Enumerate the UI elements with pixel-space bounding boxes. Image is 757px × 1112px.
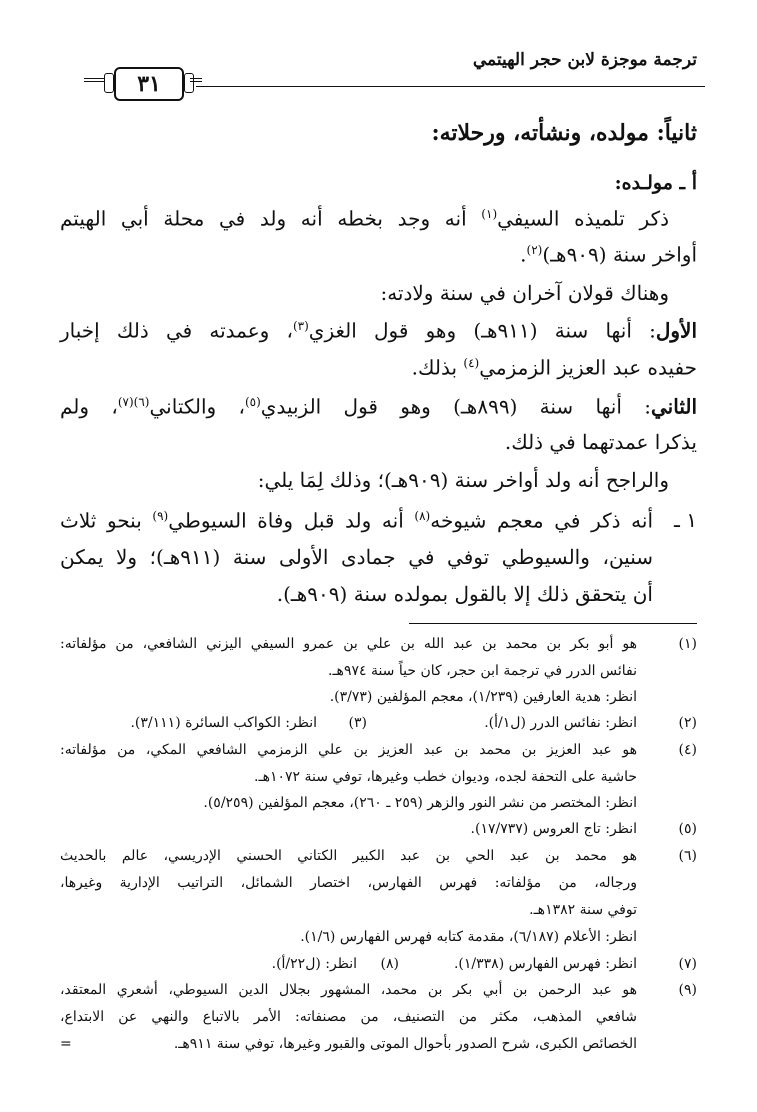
paragraph-3-line-1: الأول: أنها سنة (٩١١هـ) وهو قول الغزي$^{(٣)}$، وعمدته في ذلك إخبار — [60, 318, 697, 343]
running-title: ترجمة موجزة لابن حجر الهيتمي — [472, 50, 697, 70]
section-heading: ثانياً: مولده، ونشأته، ورحلاته: — [431, 120, 697, 146]
paragraph-2: وهناك قولان آخران في سنة ولادته: — [380, 281, 669, 305]
paragraph-1-line-1: ذكر تلميذه السيفي$^{(١)}$ أنه وجد بخطه أنه ولد في محلة أبي الهيتم — [60, 206, 669, 231]
paragraph-5: والراجح أنه ولد أواخر سنة (٩٠٩هـ)؛ وذلك لِمَا يلي: — [257, 468, 669, 492]
page-number: ٣١ — [137, 71, 161, 97]
list-item-1-number: ١ ـ — [674, 508, 697, 532]
list-item-1-line-3: أن يتحقق ذلك إلا بالقول بمولده سنة (٩٠٩هـ). — [276, 582, 653, 606]
header-ornament-left — [84, 78, 104, 82]
paragraph-3-line-2: حفيده عبد العزيز الزمزمي$^{(٤)}$ بذلك. — [411, 355, 697, 380]
continuation-mark: = — [60, 1036, 72, 1052]
subsection-heading: أ ـ مولـده: — [614, 172, 697, 194]
paragraph-4-line-2: يذكرا عمدتهما في ذلك. — [504, 430, 697, 454]
page-number-box — [114, 67, 184, 101]
list-item-1-line-2: سنين، والسيوطي توفي في جمادى الأولى سنة (٩١١هـ)؛ ولا يمكن — [60, 545, 653, 569]
list-item-1-line-1: أنه ذكر في معجم شيوخه$^{(٨)}$ أنه ولد قبل وفاة السيوطي$^{(٩)}$ بنحو ثلاث — [60, 508, 654, 533]
paragraph-1-line-2: أواخر سنة (٩٠٩هـ)$^{(٢)}$. — [520, 242, 697, 267]
footnote-separator — [409, 623, 697, 624]
header-rule — [196, 86, 705, 87]
header-ornament-right — [190, 78, 202, 82]
book-page: ترجمة موجزة لابن حجر الهيتمي ٣١ ثانياً: مولده، ونشأته، ورحلاته: أ ـ مولـده: ذكر تلميذه السيفي$^{(١)}$ أنه وجد بخطه أنه ولد في محلة أبي الهيتم أواخر سنة (٩٠٩هـ)$^{(٢)}$. وهناك قولان آخران في سنة ولادته: الأول: أنها سنة (٩١١هـ) وهو قول الغزي$^{(٣)}$، وعمدته في ذلك إخبار حفيده عبد العزيز الزمزمي$^{(٤)}$ بذلك. الثاني: أنها سنة (٨٩٩هـ) وهو قول الزبيدي$^{(٥)}$، والكتاني$^{(٦)(٧)}$، ولم يذكرا عمدتهما في ذلك. والراجح أنه ولد أواخر سنة (٩٠٩هـ)؛ وذلك لِمَا يلي: ١ ـ أنه ذكر في معجم شيوخه$^{(٨)}$ أنه ولد قبل وفاة السيوطي$^{(٩)}$ بنحو ثلاث سنين، والسيوطي توفي في جمادى الأولى سنة (٩١١هـ)؛ ولا يمكن أن يتحقق ذلك إلا بالقول بمولده سنة (٩٠٩هـ). (١) هو أبو بكر بن محمد بن عبد الله بن علي بن عمرو السيفي اليزني الشافعي، من مؤلفاته: نفائس الدرر في ترجمة ابن حجر، كان حياً سنة ٩٧٤هـ. انظر: هدية العارفين (١/٢٣٩)، معجم المؤلفين (٣/٧٣). (٢) انظر: نفائس الدرر (ل١/أ). (٣) انظر: الكواكب السائرة (٣/١١١). (٤) هو عبد العزيز بن محمد بن عبد العزيز بن علي الزمزمي الشافعي المكي، من مؤلفاته: حاشية على التحفة لجده، وديوان خطب وغيرها، توفي سنة ١٠٧٢هـ. انظر: المختصر من نشر النور والزهر (٢٥٩ ـ ٢٦٠)، معجم المؤلفين (٥/٢٥٩). (٥) انظر: تاج العروس (١٧/٧٣٧). (٦) هو محمد بن عبد الحي بن عبد الكبير الكتاني الحسني الإدريسي، عالم بالحديث ورجاله، من مؤلفاته: فهرس الفهارس، اختصار الشمائل، التراتيب الإدارية وغيرها، توفي سنة ١٣٨٢هـ. انظر: الأعلام (٦/١٨٧)، مقدمة كتابه فهرس الفهارس (١/٦). (٧) انظر: فهرس الفهارس (١/٣٣٨). (٨) انظر: (ل٢٢/أ). (٩) هو عبد الرحمن بن أبي بكر بن محمد، المشهور بجلال الدين السيوطي، أشعري المعتقد، شافعي المذهب، مكثر من التصنيف، من مصنفاته: الأمر بالاتباع والنهي عن الابتداع، الخصائص الكبرى، شرح الصدور بأحوال الموتى والقبور وغيرها، توفي سنة ٩١١هـ. = — [0, 0, 757, 1112]
paragraph-4-line-1: الثاني: أنها سنة (٨٩٩هـ) وهو قول الزبيدي$^{(٥)}$، والكتاني$^{(٦)(٧)}$، ولم — [60, 394, 697, 419]
